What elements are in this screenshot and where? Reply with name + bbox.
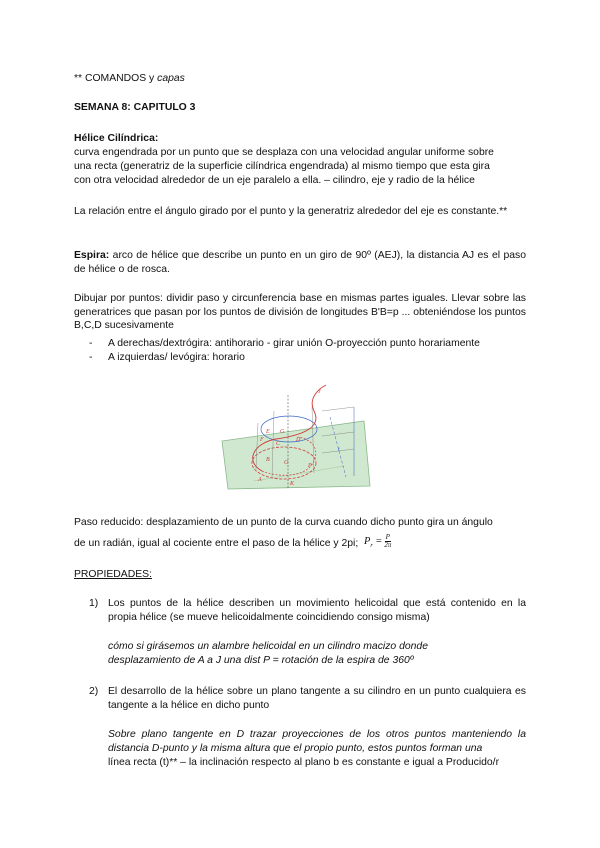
prop-2-text: El desarrollo de la hélice sobre un plano tangente a su cilindro en un punto cualquiera es tangente a la hélice en dicho punto — [108, 686, 526, 711]
label-B: B — [266, 457, 270, 463]
step-line-1 — [322, 407, 354, 411]
label-K: K — [290, 481, 295, 487]
propiedades-title: PROPIEDADES: — [74, 569, 152, 580]
label-F: F — [260, 437, 264, 443]
paso-reducido-text: de un radián, igual al cociente entre el paso de la hélice y 2pi; — [74, 538, 359, 550]
header-italic: capas — [157, 73, 185, 84]
label-D: D — [296, 437, 301, 443]
formula-fraction — [384, 534, 391, 549]
label-O: O — [284, 460, 289, 466]
helice-line-1: curva engendrada por un punto que se desplaza con una velocidad angular uniforme sobre — [74, 147, 494, 158]
label-J: J — [318, 389, 321, 395]
prop-1-text: Los puntos de la hélice describen un movimiento helicoidal que está contenido en la propia hélice (se mueve helicoidalmente coincidiendo consigo misma) — [108, 598, 526, 623]
paso-reducido-line-1: Paso reducido: desplazamiento de un punto de la curva cuando dicho punto gira un ángulo — [74, 517, 493, 528]
helice-line-2: una recta (generatriz de la superficie cilíndrica engendrada) al mismo tiempo que esta gira — [74, 161, 490, 172]
espira-text: arco de hélice que describe un punto en un giro de 90º (AEJ), la distancia AJ es el paso de hélice o de rosca. — [74, 250, 526, 275]
bullet-dash-1: - — [89, 338, 93, 349]
prop-2-note: Sobre plano tangente en D trazar proyecciones de los otros puntos manteniendo la distancia D-punto y la misma altura que el propio punto, estos puntos forman una — [108, 729, 526, 754]
formula-lhs: P — [363, 535, 371, 547]
formula-numerator: P — [385, 533, 390, 541]
label-E: E — [266, 429, 270, 435]
espira-paragraph — [74, 249, 526, 276]
paso-reducido-line-2 — [74, 534, 391, 553]
paso-reducido-formula: $P_r$ = $\frac{P}{2\pi}$ — [363, 533, 392, 549]
prop-2-number: 2) — [89, 686, 99, 697]
header-line — [74, 72, 185, 85]
label-t: t — [338, 447, 340, 453]
bullet-levogira: A izquierdas/ levógira: horario — [108, 352, 245, 363]
prop-2-note-tail: línea recta (t)** – la inclinación respecto al plano b es constante e igual a Producido/r — [108, 757, 500, 768]
tangent-plane — [222, 421, 370, 489]
formula-sub: r — [370, 542, 373, 549]
label-C: C — [276, 441, 281, 447]
dibujar-paragraph: Dibujar por puntos: dividir paso y circunferencia base en mismas partes iguales. Llevar sobre las generatrices que pasan por los puntos de división de longitudes B'B=p ... obteniéndose los puntos B,C,D sucesivamente — [74, 293, 526, 331]
relacion-paragraph: La relación entre el ángulo girado por el punto y la generatriz alrededor del eje es constante.** — [74, 206, 508, 217]
bullet-dextrogira: A derechas/dextrógira: antihorario - girar unión O-proyección punto horariamente — [108, 338, 480, 349]
prop-1-note-line-2: desplazamiento de A a J una dist P = rotación de la espira de 360º — [108, 655, 414, 666]
formula-denominator: 2π — [384, 541, 392, 549]
prop-1-note-line-1: cómo si girásemos un alambre helicoidal en un cilindro macizo donde — [108, 641, 428, 652]
label-G: G — [280, 429, 285, 435]
helice-line-3: con otra velocidad alrededor de un eje paralelo a ella. – cilindro, eje y radio de la hélice — [74, 175, 475, 186]
label-P: P — [308, 463, 312, 469]
espira-term: Espira: — [74, 250, 110, 261]
helice-title: Hélice Cilíndrica: — [74, 133, 159, 144]
helix-diagram — [214, 381, 374, 491]
bullet-dash-2: - — [89, 352, 93, 363]
week-title: SEMANA 8: CAPITULO 3 — [74, 102, 196, 113]
header-prefix: ** COMANDOS y — [74, 73, 158, 84]
prop-1-number: 1) — [89, 598, 99, 609]
label-A: A — [258, 477, 262, 483]
